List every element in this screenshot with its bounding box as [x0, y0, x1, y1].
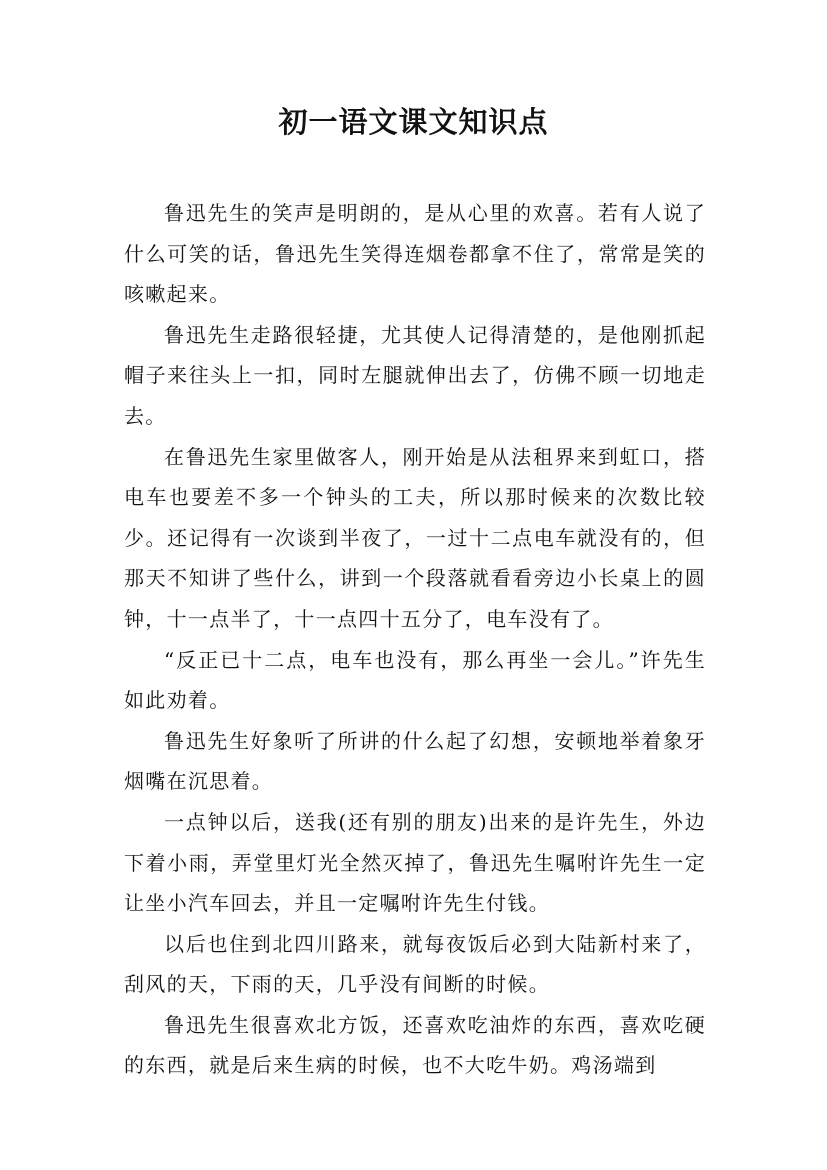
paragraph: 以后也住到北四川路来，就每夜饭后必到大陆新村来了，刮风的天，下雨的天，几乎没有间断的时候。 [124, 931, 706, 997]
paragraph: 鲁迅先生好象听了所讲的什么起了幻想，安顿地举着象牙烟嘴在沉思着。 [124, 728, 706, 794]
paragraph: 鲁迅先生的笑声是明朗的，是从心里的欢喜。若有人说了什么可笑的话，鲁迅先生笑得连烟卷都拿不住了，常常是笑的咳嗽起来。 [124, 201, 706, 307]
paragraph: 鲁迅先生走路很轻捷，尤其使人记得清楚的，是他刚抓起帽子来往头上一扣，同时左腿就伸出去了，仿佛不顾一切地走去。 [124, 322, 706, 428]
paragraph: “反正已十二点，电车也没有，那么再坐一会儿。”许先生如此劝着。 [124, 647, 706, 713]
paragraph: 一点钟以后，送我(还有别的朋友)出来的是许先生，外边下着小雨，弄堂里灯光全然灭掉了，鲁迅先生嘱咐许先生一定让坐小汽车回去，并且一定嘱咐许先生付钱。 [124, 809, 706, 916]
paragraph: 在鲁迅先生家里做客人，刚开始是从法租界来到虹口，搭电车也要差不多一个钟头的工夫，所以那时候来的次数比较少。还记得有一次谈到半夜了，一过十二点电车就没有的，但那天不知讲了些什么，讲到一个段落就看看旁边小长桌上的圆钟，十一点半了，十一点四十五分了，电车没有了。 [124, 444, 706, 631]
document-title: 初一语文课文知识点 [278, 105, 549, 139]
paragraph: 鲁迅先生很喜欢北方饭，还喜欢吃油炸的东西，喜欢吃硬的东西，就是后来生病的时候，也不大吃牛奶。鸡汤端到 [124, 1012, 706, 1078]
document-body [124, 193, 706, 1086]
